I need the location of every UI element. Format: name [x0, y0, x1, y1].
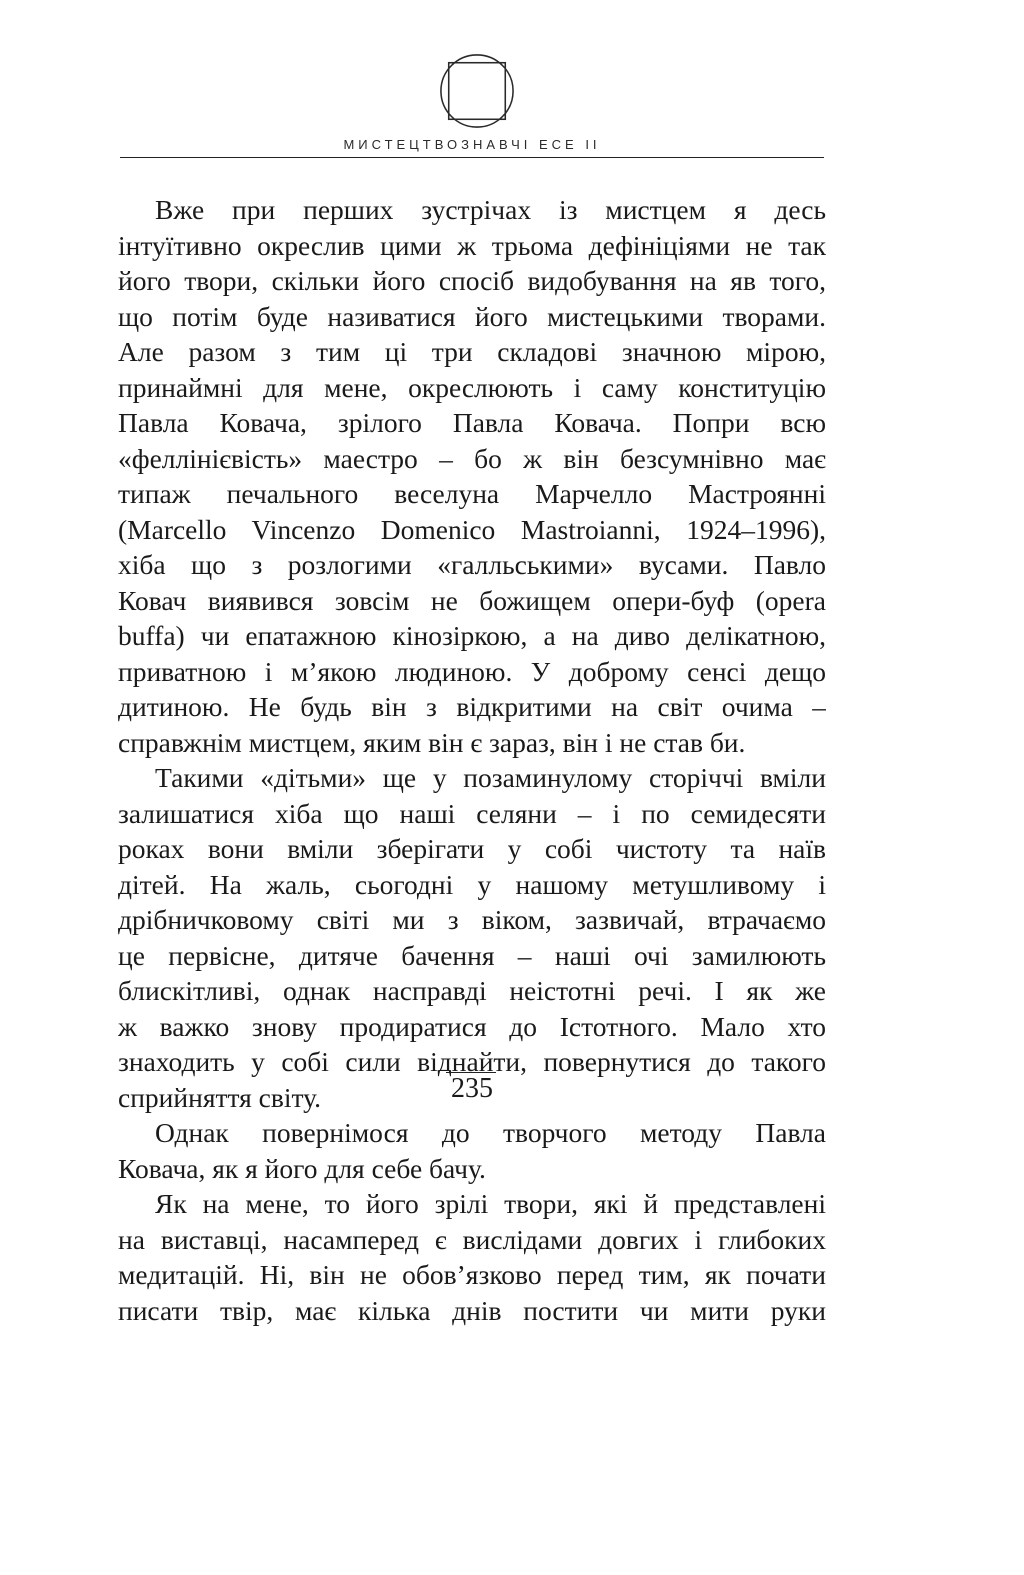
text-line: медитацій. Ні, він не обов’язково перед тим, як почати	[118, 1259, 826, 1290]
text-line: Вже при перших зустрічах із мистцем я десь	[155, 194, 826, 225]
text-line: дитиною. Не будь він з відкритими на світ очима –	[118, 691, 826, 722]
text-line: писати твір, має кілька днів постити чи мити руки	[118, 1294, 826, 1326]
text-line: що потім буде називатися його мистецькими творами.	[118, 300, 826, 332]
text-line: Як на мене, то його зрілі твори, які й представлені	[155, 1188, 826, 1219]
text-line: Павла Ковача, зрілого Павла Ковача. Попри всю	[118, 407, 826, 438]
running-header-title: МИСТЕЦТВОЗНАВЧІ ЕСЕ ІІ	[343, 137, 601, 152]
paragraph	[118, 192, 826, 760]
header-rule	[120, 157, 824, 158]
paragraph	[118, 1186, 826, 1328]
text-line: (Marcello Vincenzo Domenico Mastroianni, 1924–1996),	[118, 513, 826, 545]
text-line: знаходить у собі сили віднайти, повернутися до такого	[118, 1046, 826, 1077]
text-line: блискітливі, однак насправді неістотні речі. І як же	[118, 975, 826, 1006]
text-line: інтуїтивно окреслив цими ж трьома дефініціями не так	[118, 229, 826, 261]
text-line: Ковач виявився зовсім не божищем опери-буф (opera	[118, 584, 826, 616]
text-line: приватною і м’якою людиною. У доброму сенсі дещо	[118, 655, 826, 687]
page-number: 235	[451, 1073, 493, 1104]
text-line: принаймні для мене, окреслюють і саму конституцію	[118, 371, 826, 403]
paragraph	[118, 1115, 826, 1186]
text-line: «феллінієвість» маестро – бо ж він безсумнівно має	[118, 442, 826, 474]
text-line: дрібничковому світі ми з віком, зазвичай, втрачаємо	[118, 904, 826, 935]
text-line: Але разом з тим ці три складові значною мірою,	[118, 336, 826, 367]
text-line: справжнім мистцем, яким він є зараз, він і не став би.	[118, 726, 746, 758]
text-line: роках вони вміли зберігати у собі чистоту та наїв	[118, 833, 826, 864]
paragraph	[118, 760, 826, 1115]
text-line: на виставці, насамперед є вислідами довгих і глибоких	[118, 1223, 826, 1255]
text-line: його твори, скільки його спосіб видобування на яв того,	[118, 265, 826, 296]
text-line: ж важко знову продиратися до Істотного. Мало хто	[118, 1010, 826, 1042]
text-line: Такими «дітьми» ще у позаминулому сторіччі вміли	[155, 762, 826, 793]
text-line: залишатися хіба що наші селяни – і по семидесяти	[118, 797, 826, 829]
square-in-circle-logo-icon	[438, 52, 516, 130]
text-line: типаж печального веселуна Марчелло Мастроянні	[118, 478, 826, 509]
text-line: хіба що з розлогими «галльськими» вусами. Павло	[118, 549, 826, 580]
body-text	[118, 192, 826, 1328]
text-line: дітей. На жаль, сьогодні у нашому метушливому і	[118, 868, 826, 900]
text-line: це первісне, дитяче бачення – наші очі замилюють	[118, 939, 826, 971]
text-line: Однак повернімося до творчого методу Павла	[155, 1117, 826, 1148]
text-line: buffa) чи епатажною кінозіркою, а на диво делікатною,	[118, 620, 826, 651]
text-line: Ковача, як я його для себе бачу.	[118, 1152, 486, 1184]
text-line: сприйняття світу.	[118, 1081, 322, 1113]
